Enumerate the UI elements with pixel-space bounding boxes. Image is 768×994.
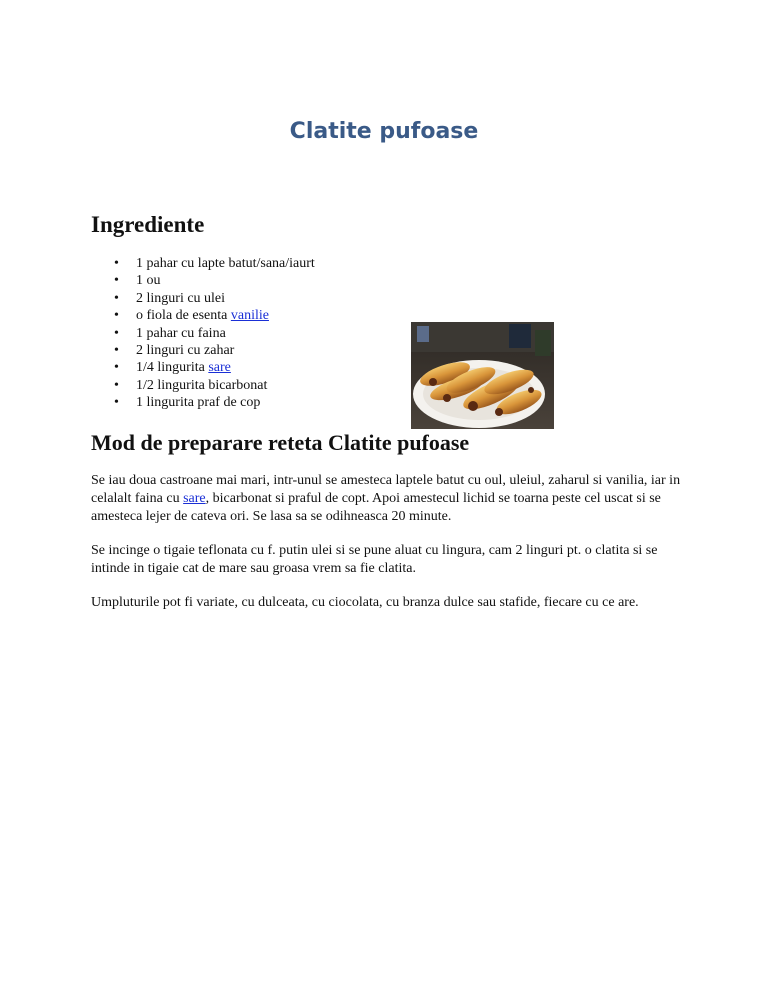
preparation-paragraph-3: Umpluturile pot fi variate, cu dulceata, cu ciocolata, cu branza dulce sau stafide, fiecare cu ce are. — [91, 595, 639, 610]
paragraph-text: , bicarbonat si praful de copt. Apoi amestecul lichid se toarna peste cel uscat si se amesteca lejer de cateva ori. Se lasa sa se odihneasca 20 minute. — [91, 491, 661, 524]
ingredient-text: 2 linguri cu ulei — [136, 290, 226, 306]
list-item — [91, 325, 315, 342]
bullet: • — [114, 377, 119, 393]
bullet: • — [114, 395, 119, 411]
ingredient-text: 1 pahar cu faina — [136, 325, 226, 341]
list-item — [91, 290, 315, 307]
ingredient-text: 1 pahar cu lapte batut/sana/iaurt — [136, 256, 315, 271]
paragraph-text: Se iau doua castroane mai mari, intr-unul se amesteca laptele batut cu oul, uleiul, zaharul si vanilia, iar in celalalt faina cu — [91, 473, 681, 506]
list-item — [91, 342, 315, 359]
bullet: • — [114, 325, 119, 341]
ingredient-text: 1 ou — [136, 273, 161, 289]
preparation-heading: Mod de preparare reteta Clatite pufoase — [91, 430, 470, 455]
ingredient-text: 1 lingurita praf de cop — [136, 395, 261, 411]
bullet: • — [114, 308, 119, 324]
ingredient-text: 1/4 lingurita — [136, 360, 209, 376]
list-item — [91, 377, 315, 394]
vanilie-link[interactable]: vanilie — [230, 308, 269, 324]
list-item — [91, 255, 315, 272]
sare-link[interactable]: sare — [208, 360, 231, 376]
bullet: • — [114, 256, 119, 271]
sare-link[interactable]: sare — [183, 491, 206, 506]
list-item — [91, 307, 315, 324]
list-item — [91, 394, 315, 411]
ingredient-text: 2 linguri cu zahar — [136, 343, 235, 359]
bullet: • — [114, 273, 119, 289]
bullet: • — [114, 290, 119, 306]
ingredients-heading: Ingrediente — [91, 212, 205, 237]
bullet: • — [114, 343, 119, 359]
bullet: • — [114, 360, 119, 376]
list-item — [91, 359, 315, 376]
ingredients-list — [91, 255, 315, 412]
ingredient-text: o fiola de esenta — [136, 308, 231, 324]
ingredient-text: 1/2 lingurita bicarbonat — [136, 377, 268, 393]
preparation-paragraph-2: Se incinge o tigaie teflonata cu f. putin ulei si se pune aluat cu lingura, cam 2 linguri pt. o clatita si se intinde in tigaie cat de mare sau groasa vrem sa fie clatita. — [91, 543, 658, 576]
list-item — [91, 272, 315, 289]
pancakes-photo — [411, 322, 554, 429]
preparation-paragraph-1 — [91, 472, 691, 526]
document-title: Clatite pufoase — [289, 119, 479, 144]
